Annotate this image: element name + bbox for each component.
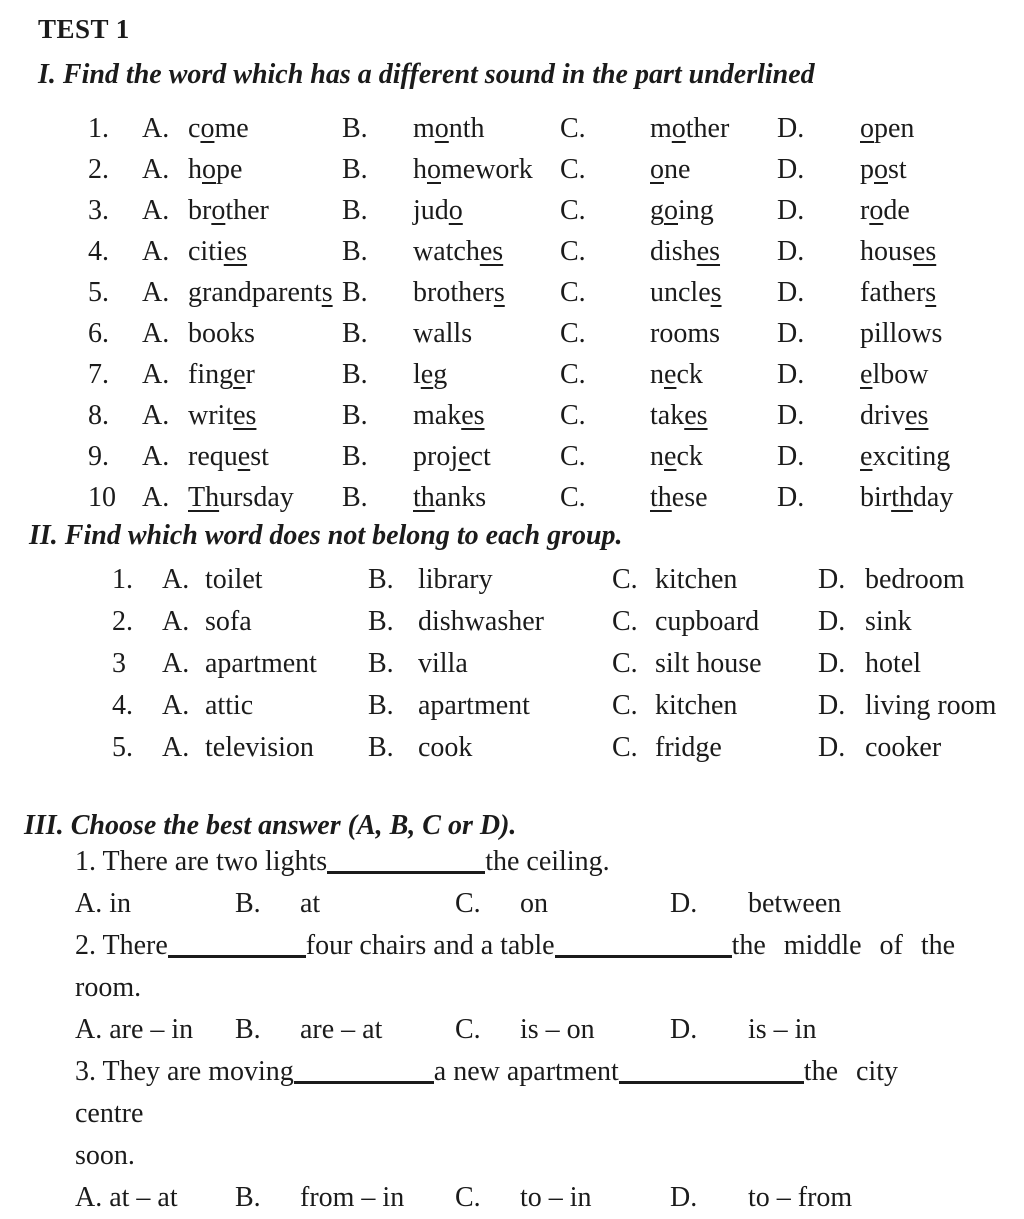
s1-row-2: [88, 149, 1024, 190]
test-title: TEST 1: [38, 14, 130, 44]
option-c-label: C.: [560, 113, 586, 144]
option-a-label: A.: [162, 732, 190, 763]
option-c-label: C.: [560, 195, 586, 226]
option-d-label: D.: [818, 732, 846, 763]
s2-row-3: [112, 643, 1024, 685]
option-c-word: fridge: [655, 732, 722, 763]
option-a-word: brother: [188, 195, 269, 226]
option-b-label: B.: [368, 606, 394, 637]
s2-row-2: [112, 601, 1024, 643]
option-a-label: A.: [162, 564, 190, 595]
question-number: 9.: [88, 441, 109, 472]
option-c-label: C.: [560, 318, 586, 349]
answer-blank: [294, 1057, 434, 1084]
option-a-label: A.: [142, 113, 170, 144]
option-b-label: B.: [368, 690, 394, 721]
option-d-word: rode: [860, 195, 910, 226]
option-c-word: one: [650, 154, 691, 185]
s3-q3-options: [75, 1177, 984, 1219]
option-b-label: B.: [368, 732, 394, 763]
option-b-word: from – in: [300, 1182, 405, 1213]
question-number: 5.: [88, 277, 109, 308]
option-b-word: brothers: [413, 277, 505, 308]
option-b-label: B.: [342, 318, 368, 349]
option-d-word: drives: [860, 400, 929, 431]
option-b-label: B.: [368, 648, 394, 679]
s1-row-3: [88, 190, 1024, 231]
s1-row-9: [88, 436, 1024, 477]
option-a-word: television: [205, 732, 314, 763]
question-number: 3: [112, 648, 126, 679]
option-d-label: D.: [777, 236, 805, 267]
section1-heading: I. Find the word which has a different sound in the part underlined: [38, 59, 815, 90]
option-d-word: exciting: [860, 441, 951, 472]
option-a-label: A.: [142, 400, 170, 431]
option-b-label: B.: [368, 564, 394, 595]
option-a-label: A.: [142, 318, 170, 349]
question-number: 5.: [112, 732, 133, 763]
option-b-word: thanks: [413, 482, 487, 513]
question-text: the city centre: [75, 1056, 898, 1129]
option-a: A. are – in: [75, 1014, 194, 1045]
option-a-word: apartment: [205, 648, 317, 679]
option-d-word: living room: [865, 690, 997, 721]
option-c-label: C.: [612, 690, 638, 721]
option-d-label: D.: [777, 318, 805, 349]
option-c-word: kitchen: [655, 690, 738, 721]
option-c-label: C.: [560, 277, 586, 308]
option-d-word: bedroom: [865, 564, 965, 595]
section3-questions: [75, 841, 984, 1219]
option-c-label: C.: [560, 236, 586, 267]
option-d-label: D.: [777, 359, 805, 390]
question-number: 6.: [88, 318, 109, 349]
option-c-label: C.: [612, 732, 638, 763]
option-c-label: C.: [560, 154, 586, 185]
option-c-word: neck: [650, 359, 703, 390]
option-c-label: C.: [612, 564, 638, 595]
option-a-label: A.: [142, 236, 170, 267]
question-number: 4.: [112, 690, 133, 721]
section2-heading: II. Find which word does not belong to each group.: [29, 520, 623, 551]
option-b-word: walls: [413, 318, 473, 349]
question-text: 2. There: [75, 930, 168, 961]
option-c-label: C.: [455, 888, 481, 919]
option-c-word: rooms: [650, 318, 720, 349]
option-c-word: to – in: [520, 1182, 592, 1213]
option-a-label: A.: [142, 277, 170, 308]
option-b-word: are – at: [300, 1014, 383, 1045]
option-c-word: kitchen: [655, 564, 738, 595]
option-a-label: A.: [162, 648, 190, 679]
option-b-label: B.: [342, 482, 368, 513]
option-c-label: C.: [560, 359, 586, 390]
s3-question-3: [75, 1051, 984, 1135]
question-text: the ceiling.: [485, 846, 610, 877]
option-b-label: B.: [342, 154, 368, 185]
option-d-label: D.: [777, 441, 805, 472]
question-number: 8.: [88, 400, 109, 431]
option-a-word: toilet: [205, 564, 263, 595]
s1-row-4: [88, 231, 1024, 272]
option-c-label: C.: [612, 606, 638, 637]
option-a-word: cities: [188, 236, 248, 267]
s2-row-4: [112, 685, 1024, 727]
option-d-word: elbow: [860, 359, 929, 390]
option-c-word: silt house: [655, 648, 762, 679]
s3-question-1: [75, 841, 984, 883]
option-b-word: month: [413, 113, 485, 144]
option-b-word: cook: [418, 732, 473, 763]
s2-row-5: [112, 727, 1024, 769]
s1-row-5: [88, 272, 1024, 313]
option-b-label: B.: [342, 195, 368, 226]
option-d-label: D.: [777, 277, 805, 308]
option-d-label: D.: [670, 1014, 698, 1045]
option-d-word: open: [860, 113, 915, 144]
option-b-label: B.: [342, 113, 368, 144]
option-d-label: D.: [777, 400, 805, 431]
option-d-word: cooker: [865, 732, 942, 763]
answer-blank: [327, 847, 485, 874]
option-b-word: judo: [413, 195, 463, 226]
s3-q1-options: [75, 883, 984, 925]
option-c-word: cupboard: [655, 606, 760, 637]
option-c-label: C.: [560, 441, 586, 472]
option-a-label: A.: [162, 606, 190, 637]
question-number: 3.: [88, 195, 109, 226]
option-d-label: D.: [670, 1182, 698, 1213]
option-a-word: Thursday: [188, 482, 294, 513]
option-c-word: on: [520, 888, 548, 919]
option-c-word: takes: [650, 400, 708, 431]
option-b-label: B.: [235, 1014, 261, 1045]
question-text: the middle of the: [731, 930, 956, 961]
question-number: 4.: [88, 236, 109, 267]
option-d-word: is – in: [748, 1014, 817, 1045]
option-d-label: D.: [777, 113, 805, 144]
option-c-label: C.: [560, 400, 586, 431]
s1-row-1: [88, 108, 1024, 149]
option-b-word: project: [413, 441, 491, 472]
option-b-label: B.: [235, 1182, 261, 1213]
section1-questions: [0, 108, 1024, 518]
option-b-word: makes: [413, 400, 485, 431]
option-b-label: B.: [342, 236, 368, 267]
option-d-word: fathers: [860, 277, 937, 308]
option-d-label: D.: [777, 482, 805, 513]
option-b-label: B.: [342, 277, 368, 308]
s1-row-7: [88, 354, 1024, 395]
answer-blank: [555, 931, 732, 958]
option-d-label: D.: [670, 888, 698, 919]
option-c-word: dishes: [650, 236, 721, 267]
section2-questions: [0, 559, 1024, 769]
option-b-label: B.: [342, 400, 368, 431]
option-d-label: D.: [818, 564, 846, 595]
option-d-word: pillows: [860, 318, 943, 349]
option-a-label: A.: [142, 359, 170, 390]
question-text: four chairs and a table: [305, 930, 555, 961]
option-b-word: homework: [413, 154, 533, 185]
option-b-word: leg: [413, 359, 448, 390]
option-b-label: B.: [235, 888, 261, 919]
option-a-word: hope: [188, 154, 243, 185]
option-a: A. in: [75, 888, 131, 919]
s1-row-10: [88, 477, 1024, 518]
option-a-word: finger: [188, 359, 255, 390]
answer-blank: [619, 1057, 804, 1084]
option-a-label: A.: [142, 482, 170, 513]
option-a-word: attic: [205, 690, 254, 721]
option-d-label: D.: [818, 690, 846, 721]
option-a-label: A.: [142, 441, 170, 472]
question-number: 1.: [88, 113, 109, 144]
option-a-label: A.: [142, 195, 170, 226]
option-c-label: C.: [560, 482, 586, 513]
option-c-word: going: [650, 195, 714, 226]
question-number: 1.: [112, 564, 133, 595]
option-c-word: neck: [650, 441, 703, 472]
option-c-label: C.: [455, 1182, 481, 1213]
option-d-label: D.: [777, 195, 805, 226]
question-number: 2.: [112, 606, 133, 637]
option-a-word: request: [188, 441, 269, 472]
option-a-word: writes: [188, 400, 257, 431]
option-c-word: mother: [650, 113, 730, 144]
option-d-word: birthday: [860, 482, 954, 513]
option-b-word: villa: [418, 648, 468, 679]
option-a-word: books: [188, 318, 255, 349]
option-b-word: dishwasher: [418, 606, 544, 637]
question-text: 3. They are moving: [75, 1056, 294, 1087]
question-number: 2.: [88, 154, 109, 185]
option-b-word: watches: [413, 236, 504, 267]
option-d-label: D.: [818, 606, 846, 637]
option-b-word: apartment: [418, 690, 530, 721]
question-text: 1. There are two lights: [75, 846, 328, 877]
option-d-word: to – from: [748, 1182, 853, 1213]
option-c-label: C.: [612, 648, 638, 679]
option-d-label: D.: [818, 648, 846, 679]
s1-row-6: [88, 313, 1024, 354]
option-a-word: sofa: [205, 606, 252, 637]
question-number: 10: [88, 482, 116, 513]
option-d-word: houses: [860, 236, 937, 267]
s3-question-2: [75, 925, 984, 967]
answer-blank: [168, 931, 306, 958]
option-c-word: is – on: [520, 1014, 595, 1045]
option-c-word: uncles: [650, 277, 722, 308]
option-d-word: post: [860, 154, 907, 185]
option-a-word: grandparents: [188, 277, 333, 308]
option-a: A. at – at: [75, 1182, 178, 1213]
option-c-label: C.: [455, 1014, 481, 1045]
question-number: 7.: [88, 359, 109, 390]
s3-question-2-continued: room.: [75, 972, 142, 1003]
s3-q2-options: [75, 1009, 984, 1051]
option-a-label: A.: [142, 154, 170, 185]
s3-question-3-continued: soon.: [75, 1140, 135, 1171]
option-d-word: hotel: [865, 648, 921, 679]
option-b-label: B.: [342, 359, 368, 390]
s1-row-8: [88, 395, 1024, 436]
option-b-word: at: [300, 888, 321, 919]
option-a-label: A.: [162, 690, 190, 721]
option-b-word: library: [418, 564, 493, 595]
option-a-word: come: [188, 113, 249, 144]
section3-heading: III. Choose the best answer (A, B, C or D).: [24, 810, 517, 841]
question-text: a new apartment: [433, 1056, 619, 1087]
option-d-label: D.: [777, 154, 805, 185]
option-b-label: B.: [342, 441, 368, 472]
option-d-word: between: [748, 888, 842, 919]
option-c-word: these: [650, 482, 708, 513]
option-d-word: sink: [865, 606, 912, 637]
s2-row-1: [112, 559, 1024, 601]
